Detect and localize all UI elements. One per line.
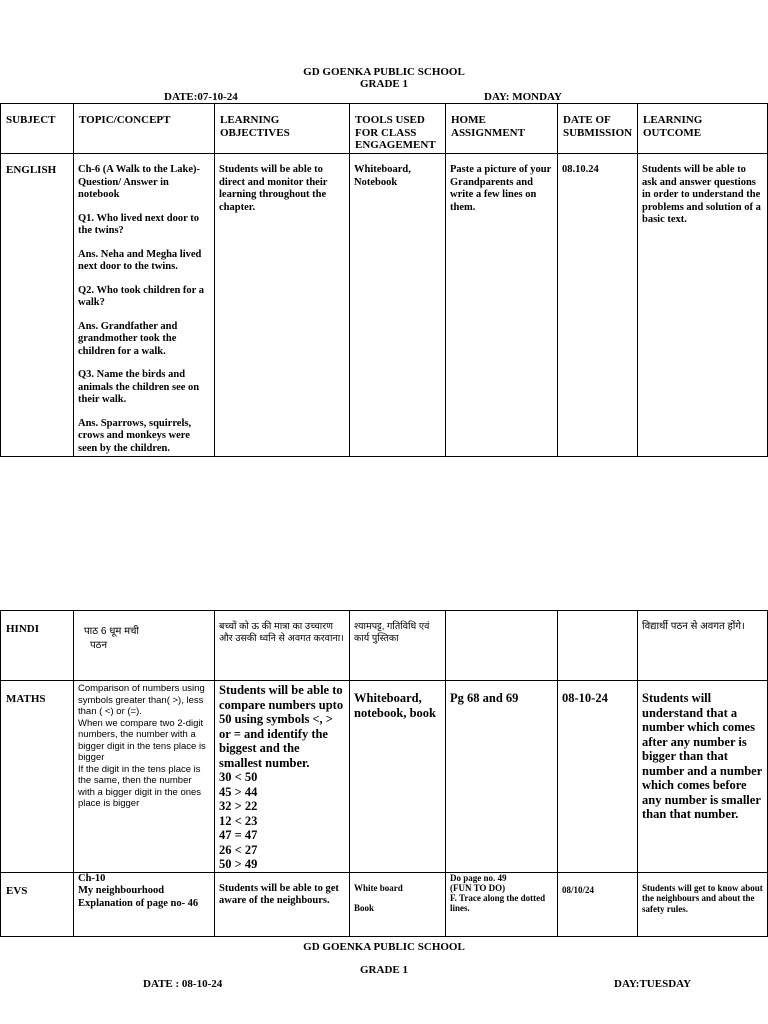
column-header-outcome: LEARNING OUTCOME	[643, 114, 703, 139]
evs-outcome: Students will get to know about the neighbours and about the safety rules.	[642, 882, 763, 914]
table-row-evs	[1, 872, 768, 936]
maths-submission-date: 08-10-24	[562, 691, 608, 705]
subject-evs: EVS	[6, 884, 28, 897]
maths-topic-line-1: Comparison of numbers using symbols greater than( >), less than ( <) or (=).	[78, 683, 205, 717]
date-label: DATE:07-10-24	[164, 91, 238, 103]
comparison-1: 30 < 50	[219, 770, 258, 784]
english-outcome: Students will be able to ask and answer questions in order to understand the problems and solution of a basic text.	[642, 164, 761, 225]
comparison-4: 12 < 23	[219, 813, 258, 828]
english-question-3: Q3. Name the birds and animals the children see on their walk.	[78, 369, 200, 405]
maths-objectives-text: Students will be able to compare numbers upto 50 using symbols <, > or = and identify the biggest and the smallest number.	[219, 683, 344, 770]
evs-assignment-line-1: Do page no. 49	[450, 872, 507, 883]
table-header-row	[1, 104, 768, 154]
date-label-2: DATE : 08-10-24	[143, 978, 223, 990]
evs-tools-line-2: Book	[354, 903, 375, 913]
hindi-outcome: विद्यार्थी पठन से अवगत होंगे।	[642, 621, 745, 632]
maths-assignment: Pg 68 and 69	[450, 691, 519, 705]
comparison-2: 45 > 44	[219, 784, 258, 799]
english-objectives: Students will be able to direct and monitor their learning throughout the chapter.	[219, 164, 328, 213]
english-answer-1: Ans. Neha and Megha lived next door to the twins.	[78, 248, 202, 272]
column-header-submission: DATE OF SUBMISSION	[563, 114, 633, 139]
column-header-tools: TOOLS USED FOR CLASS ENGAGEMENT	[355, 114, 436, 151]
english-submission-date: 08.10.24	[562, 164, 599, 175]
evs-topic-line-2: My neighbourhood	[78, 885, 165, 896]
grade-title: GRADE 1	[360, 78, 408, 90]
day-label-2: DAY:TUESDAY	[614, 978, 692, 990]
english-topic-title: Ch-6 (A Walk to the Lake)- Question/ Answer in notebook	[78, 164, 201, 200]
maths-topic-line-2: When we compare two 2-digit numbers, the number with a bigger digit in the tens place is bigger	[78, 717, 206, 763]
table-row-hindi	[1, 611, 768, 681]
maths-objectives	[215, 681, 349, 872]
lesson-plan-table-1	[0, 103, 768, 457]
hindi-assignment	[446, 611, 557, 615]
column-header-assignment: HOME ASSIGNMENT	[451, 114, 525, 139]
maths-outcome: Students will understand that a number which comes after any number is bigger than that number and a number which comes before any number is smaller than that number.	[642, 691, 763, 821]
hindi-submission-date	[558, 611, 637, 615]
comparison-6: 26 < 27	[219, 842, 258, 857]
english-assignment: Paste a picture of your Grandparents and write a few lines on them.	[450, 164, 552, 213]
table-row-english	[1, 154, 768, 457]
subject-english: ENGLISH	[6, 164, 57, 176]
evs-tools	[350, 873, 445, 914]
column-header-topic: TOPIC/CONCEPT	[79, 114, 171, 126]
evs-topic	[74, 873, 214, 911]
school-name-2: GD GOENKA PUBLIC SCHOOL	[303, 941, 465, 953]
evs-topic-line-3: Explanation of page no- 46	[78, 897, 199, 909]
evs-assignment	[446, 873, 557, 913]
hindi-tools: श्यामपट्ट, गतिविधि एवं कार्य पुस्तिका	[354, 621, 430, 644]
comparison-3: 32 > 22	[219, 799, 258, 813]
maths-tools: Whiteboard, notebook, book	[354, 691, 436, 720]
table-row-maths	[1, 681, 768, 873]
hindi-topic-line-1: पाठ 6 धूम मची	[84, 626, 140, 637]
hindi-topic	[74, 611, 214, 653]
column-header-objectives: LEARNING OBJECTIVES	[220, 114, 290, 139]
english-question-1: Q1. Who lived next door to the twins?	[78, 212, 199, 236]
maths-topic	[74, 681, 214, 810]
evs-tools-line-1: White board	[354, 882, 403, 893]
lesson-plan-table-2	[0, 610, 768, 937]
evs-assignment-line-3: F. Trace along the dotted lines.	[450, 892, 546, 913]
english-answer-2: Ans. Grandfather and grandmother took the children for a walk.	[78, 320, 178, 357]
hindi-topic-line-2: पठन	[90, 640, 108, 651]
maths-topic-line-3: If the digit in the tens place is the same, then the number with a bigger digit in the ones place is bigger	[78, 763, 202, 809]
grade-title-2: GRADE 1	[360, 964, 408, 976]
evs-submission-date: 08/10/24	[562, 884, 595, 895]
english-topic	[74, 154, 214, 455]
evs-objectives: Students will be able to get aware of the neighbours.	[219, 882, 339, 906]
column-header-subject: SUBJECT	[6, 114, 56, 126]
subject-maths: MATHS	[6, 693, 46, 705]
evs-topic-line-1: Ch-10	[78, 872, 106, 884]
english-question-2: Q2. Who took children for a walk?	[78, 284, 205, 308]
day-label: DAY: MONDAY	[484, 91, 562, 103]
hindi-objectives: बच्चों को ऊ की मात्रा का उच्चारण और उसकी ध्वनि से अवगत करवाना।	[219, 621, 344, 644]
english-answer-3: Ans. Sparrows, squirrels, crows and monkeys were seen by the children.	[78, 417, 192, 454]
school-name: GD GOENKA PUBLIC SCHOOL	[303, 66, 465, 78]
comparison-5: 47 = 47	[219, 828, 258, 842]
english-tools: Whiteboard, Notebook	[354, 164, 411, 188]
evs-assignment-line-2: (FUN TO DO)	[450, 882, 506, 893]
comparison-7: 50 > 49	[219, 857, 258, 871]
subject-hindi: HINDI	[6, 623, 40, 635]
